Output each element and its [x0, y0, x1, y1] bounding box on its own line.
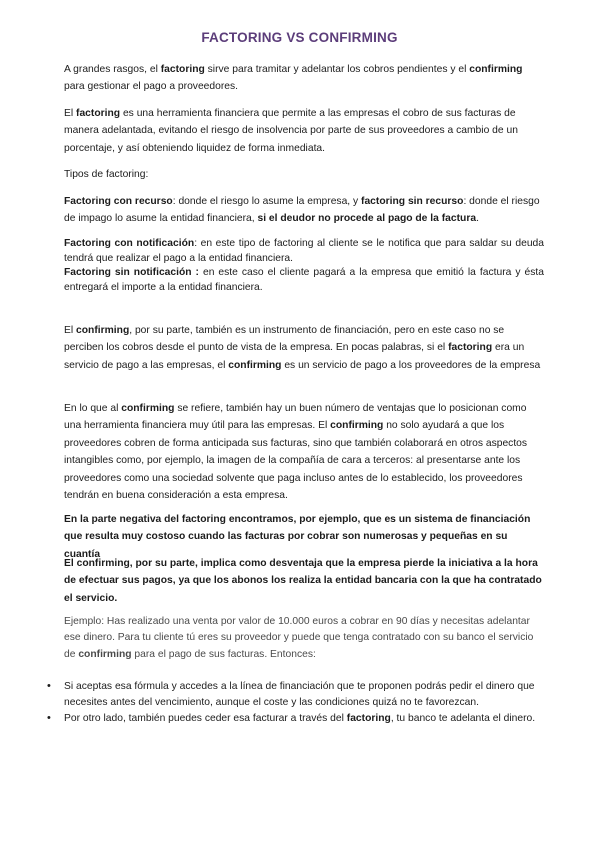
text-run: A grandes rasgos, el [64, 64, 161, 75]
text-run: no solo ayudará a que los proveedores cobren de forma anticipada sus facturas, sino que también colaborará en otros aspectos intangibles como, por ejemplo, la imagen de la compañía de cara a terceros: al presentarse ante los proveedores como una sociedad solvente que paga incluso antes de lo establecido, los proveedores tendrán en buena consideración a esta empresa. [64, 420, 528, 502]
bold-term: Factoring sin notificación : [64, 267, 199, 279]
list-item [44, 711, 544, 727]
bullet-icon: • [47, 680, 51, 692]
bold-term: confirming [469, 64, 523, 75]
text-run: Ejemplo: Has realizado una venta por valor de 10.000 euros a cobrar en 90 días y necesitas adelantar ese dinero. Para tu cliente tú eres su proveedor y puede que tenga contratado con su banco el servicio de [64, 616, 534, 660]
factoring-definition-paragraph [64, 105, 544, 157]
text-run: era un servicio de pago a las empresas, el [64, 342, 525, 371]
intro-paragraph [64, 61, 544, 96]
bold-term: Factoring con notificación [64, 238, 195, 249]
text-run: El [64, 558, 77, 569]
notification-paragraph [64, 237, 544, 295]
text-run: encontramos, por ejemplo, que es un sistema de financiación que resulta muy costoso cuando las facturas por cobrar son numerosas y pequeñas en su cuantía [64, 514, 531, 560]
text-run: , tu banco te adelanta el dinero. [390, 712, 536, 724]
document-title: FACTORING VS CONFIRMING [201, 30, 398, 45]
text-run: En la parte negativa del [64, 514, 182, 525]
text-run: para gestionar el pago a proveedores. [64, 81, 239, 93]
text-run: se refiere, también hay un buen número de ventajas que lo posicionan como una herramienta financiera muy útil para las empresas. El [64, 403, 527, 432]
bold-term: confirming [78, 648, 132, 660]
bold-term: factoring [76, 108, 121, 119]
bullet-icon: • [47, 711, 51, 724]
text-run: El [64, 325, 77, 336]
bold-term: confirming [228, 359, 282, 371]
text-run: Por otro lado, también puedes ceder esa facturar a través del [64, 712, 347, 724]
text-run: El [64, 108, 77, 119]
text-run: , por su parte, también es un instrumento de financiación, pero en este caso no se perciben los cobros desde el punto de vista de la empresa. En pocas palabras, si el [64, 325, 505, 354]
bold-term: confirming [76, 325, 130, 336]
text-run: En lo que al [64, 403, 122, 414]
options-bullet-list [44, 679, 544, 726]
bold-term: confirming [330, 420, 384, 432]
bold-term: si el deudor no procede al pago de la factura [257, 213, 477, 225]
factoring-types-heading: Tipos de factoring: [64, 169, 149, 180]
confirming-disadvantage-paragraph [64, 555, 544, 607]
text-run: para el pago de sus facturas. Entonces: [131, 648, 316, 660]
text-run: : donde el riesgo de impago lo asume la entidad financiera, [64, 196, 540, 225]
text-run: sirve para tramitar y adelantar los cobros pendientes y el [204, 64, 470, 75]
text-run: en este caso el cliente pagará a la empresa que emitió la factura y ésta entregará el importe a la entidad financiera. [64, 267, 544, 293]
text-run: : donde el riesgo lo asume la empresa, y [172, 196, 362, 207]
bold-term: factoring [160, 64, 205, 75]
text-run: es un servicio de pago a los proveedores de la empresa [281, 359, 541, 371]
example-paragraph [64, 614, 544, 663]
list-item [44, 679, 544, 711]
recourse-paragraph [64, 193, 544, 228]
bold-term: confirming [76, 558, 130, 569]
bold-term: factoring [448, 342, 493, 354]
bold-term: factoring sin recurso [361, 196, 464, 207]
text-run: , por su parte, implica como desventaja que la empresa pierde la iniciativa a la hora de efectuar sus pagos, ya que los abonos los realiza la entidad bancaria con la que ha contratado el servicio. [64, 558, 542, 604]
text-run: es una herramienta financiera que permite a las empresas el cobro de sus facturas de manera adelantada, evitando el riesgo de insolvencia por parte de sus proveedores a cambio de un porcentaje, y así obteniendo liquidez de forma inmediata. [64, 108, 518, 154]
text-run: . [476, 213, 479, 225]
bold-term: factoring [181, 514, 226, 525]
bold-term: factoring [346, 712, 391, 724]
bold-term: confirming [121, 403, 175, 414]
confirming-advantages-paragraph [64, 400, 544, 504]
confirming-definition-paragraph [64, 322, 544, 374]
text-run: Si aceptas esa fórmula y accedes a la línea de financiación que te proponen podrás pedir el dinero que necesites antes del vencimiento, aunque el coste y las condiciones quizá no te favorezcan. [64, 681, 535, 708]
bold-term: Factoring con recurso [64, 196, 173, 207]
text-run: : en este tipo de factoring al cliente se le notifica que para saldar su deuda tendrá que realizar el pago a la entidad financiera. [64, 238, 545, 264]
